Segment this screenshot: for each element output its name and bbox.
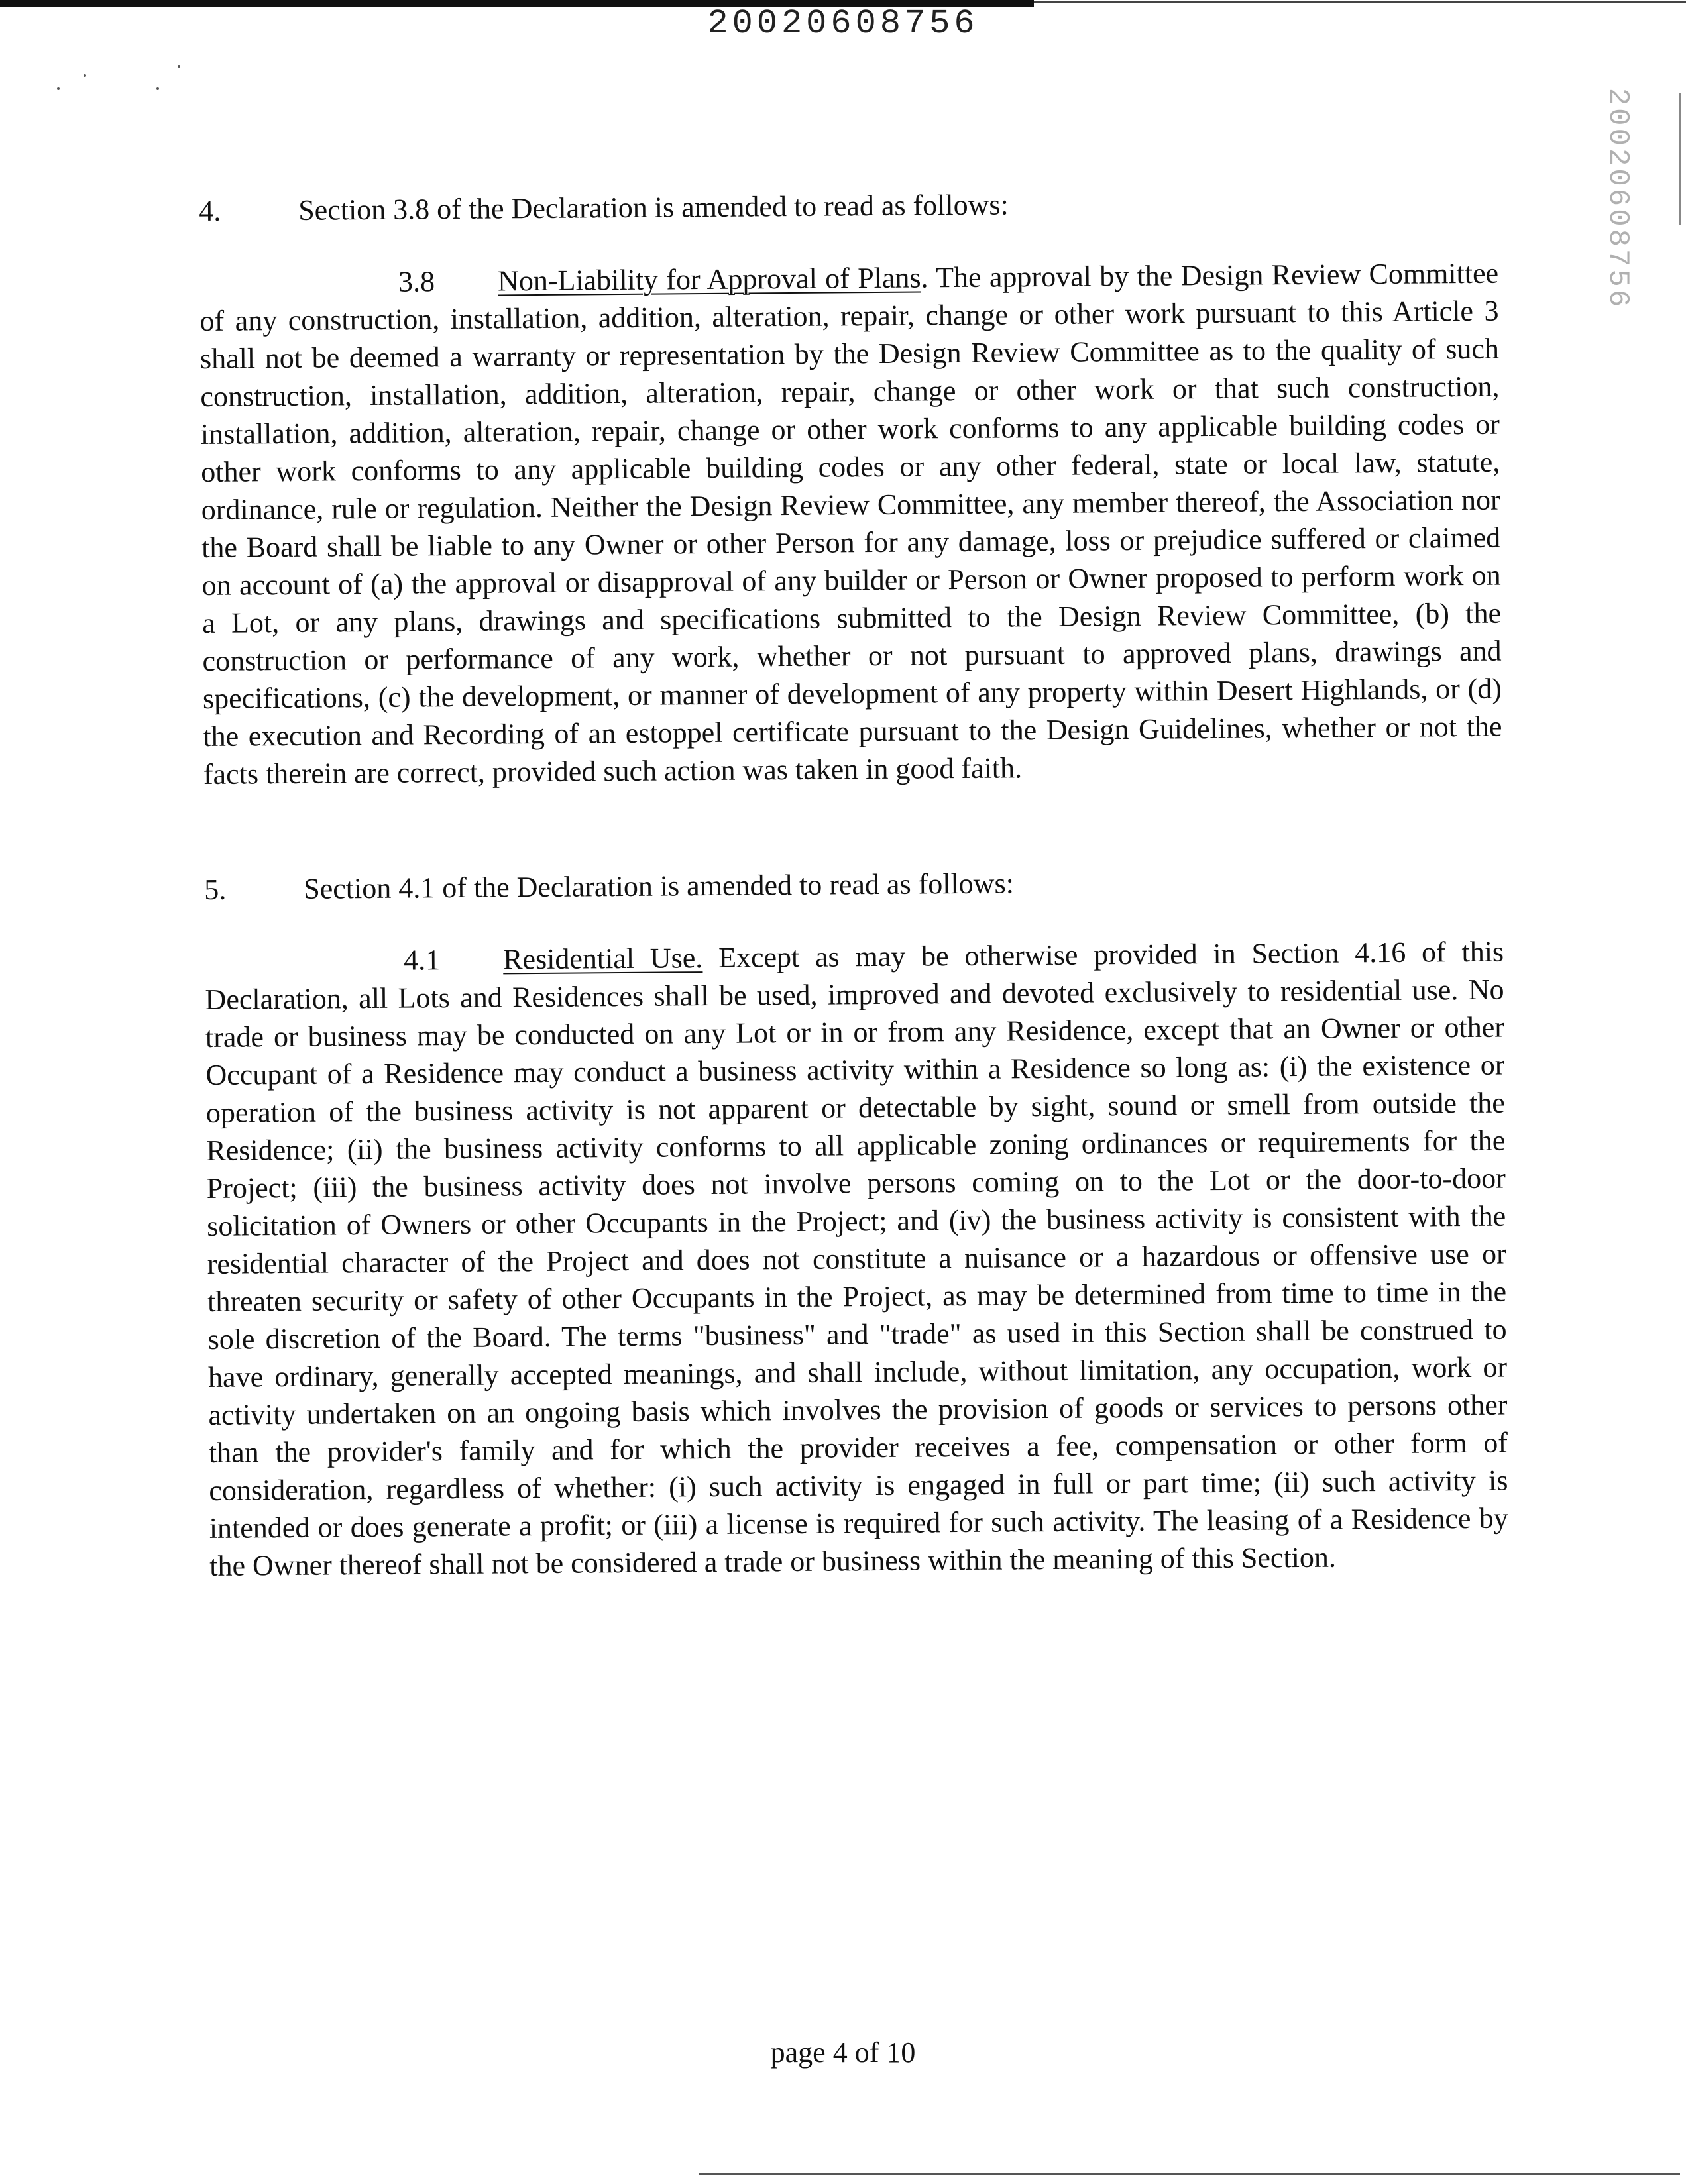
subsection-number: 3.8 bbox=[398, 265, 435, 298]
side-stamp-text: 20020608756 bbox=[1601, 87, 1635, 310]
recording-number: 20020608756 bbox=[707, 4, 979, 43]
subsection-title-punctuation: . bbox=[921, 261, 928, 294]
page-number: page 4 of 10 bbox=[770, 2036, 916, 2069]
top-border-rule-thin bbox=[1034, 1, 1686, 3]
section-heading-text: Section 3.8 of the Declaration is amended to read as follows: bbox=[298, 188, 1009, 227]
section-heading-text: Section 4.1 of the Declaration is amended to read as follows: bbox=[304, 867, 1014, 905]
section-4-1-paragraph bbox=[205, 933, 1509, 1585]
subsection-number: 4.1 bbox=[403, 944, 441, 977]
scan-speck bbox=[84, 74, 86, 77]
scan-speck bbox=[156, 87, 159, 90]
subsection-title: Non-Liability for Approval of Plans bbox=[497, 261, 921, 298]
section-number: 4. bbox=[199, 194, 221, 227]
bottom-border-rule bbox=[699, 2173, 1680, 2175]
subsection-body: The approval by the Design Review Committee of any construction, installation, addition, alteration, repair, change or other work pursuant to this Article 3 shall not be deemed a warranty or representation by the Design Review Committee as to the quality of such construction, installation, addition, alteration, repair, change or other work or that such construction, installation, addition, alteration, repair, change or other work conforms to any applicable building codes or other work conforms to any applicable building codes or any other federal, state or local law, statute, ordinance, rule or regulation. Neither the Design Review Committee, any member thereof, the Association nor the Board shall be liable to any Owner or other Person for any damage, loss or prejudice suffered or claimed on account of (a) the approval or disapproval of any builder or Person or Owner proposed to perform work on a Lot, or any plans, drawings and specifications submitted to the Design Review Committee, (b) the construction or performance of any work, whether or not pursuant to approved plans, drawings and specifications, (c) the development, or manner of development of any property within Desert Highlands, or (d) the execution and Recording of an estoppel certificate pursuant to the Design Guidelines, whether or not the facts therein are correct, provided such action was taken in good faith. bbox=[199, 256, 1502, 791]
subsection-body: Except as may be otherwise provided in Section 4.16 of this Declaration, all Lots and Residences shall be used, improved and devoted exclusively to residential use. No trade or business may be conducted on any Lot or in or from any Residence, except that an Owner or other Occupant of a Residence may conduct a business activity within a Residence so long as: (i) the existence or operation of the business activity is not apparent or detectable by sight, sound or smell from outside the Residence; (ii) the business activity conforms to all applicable zoning ordinances or requirements for the Project; (iii) the business activity does not involve persons coming on to the Lot or the door-to-door solicitation of Owners or other Occupants in the Project; and (iv) the business activity is consistent with the residential character of the Project and does not constitute a nuisance or a hazardous or offensive use or threaten security or safety of other Occupants in the Project, as may be determined from time to time in the sole discretion of the Board. The terms "business" and "trade" as used in this Section shall be construed to have ordinary, generally accepted meanings, and shall include, without limitation, any occupation, work or activity undertaken on an ongoing basis which involves the provision of goods or services to persons other than the provider's family and for which the provider receives a fee, compensation or other form of consideration, regardless of whether: (i) such activity is engaged in full or part time; (ii) such activity is intended or does generate a profit; or (iii) a license is required for such activity. The leasing of a Residence by the Owner thereof shall not be considered a trade or business within the meaning of this Section. bbox=[205, 935, 1508, 1582]
section-number: 5. bbox=[204, 873, 227, 906]
scan-speck bbox=[57, 87, 60, 90]
subsection-title: Residential Use. bbox=[502, 942, 703, 976]
spacer bbox=[203, 783, 1503, 871]
section-3-8-paragraph bbox=[199, 254, 1502, 793]
side-recording-stamp bbox=[1595, 87, 1641, 310]
right-edge-rule bbox=[1679, 93, 1681, 225]
document-body bbox=[199, 182, 1508, 1585]
scan-speck bbox=[178, 65, 180, 68]
